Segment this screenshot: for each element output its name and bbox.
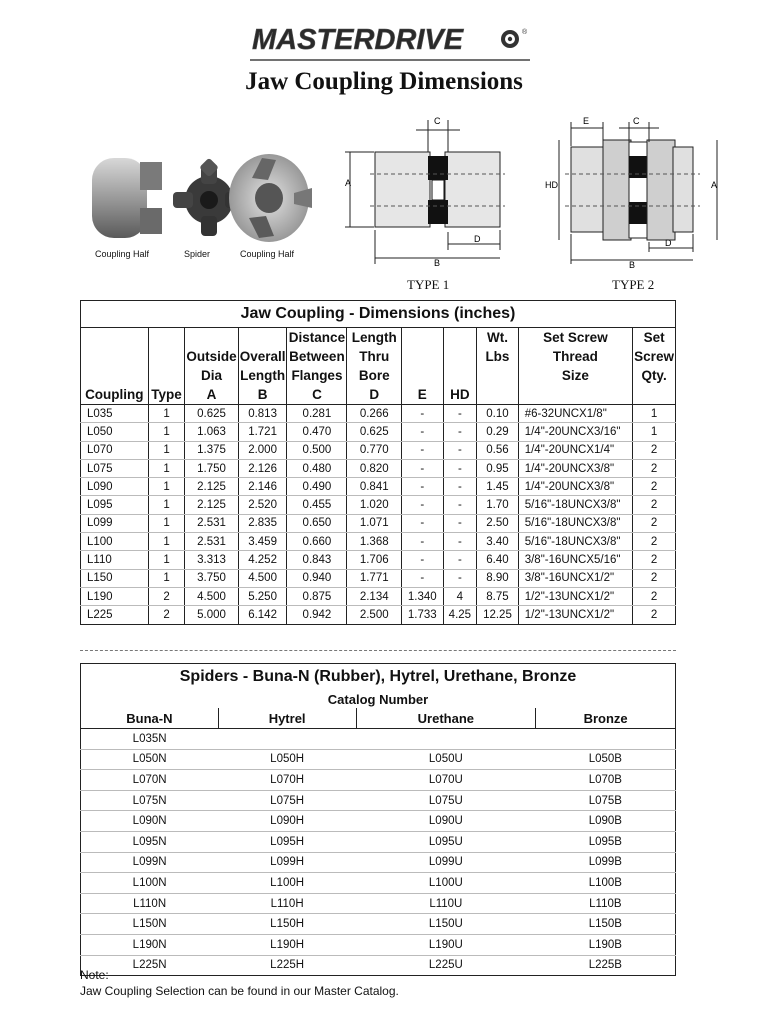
table-cell: 0.56 xyxy=(477,441,519,459)
table-cell: 0.650 xyxy=(287,514,347,532)
table-cell: L110B xyxy=(536,893,676,914)
table-cell: 2.134 xyxy=(347,587,402,605)
header-line: Length xyxy=(240,368,286,383)
table-cell: L190N xyxy=(81,934,219,955)
table-cell: L225N xyxy=(81,955,219,976)
header-line: Thru xyxy=(359,349,390,364)
table-cell: 6.40 xyxy=(477,551,519,569)
table-cell: 1.733 xyxy=(402,606,444,624)
spiders-table xyxy=(80,663,676,976)
header-line xyxy=(82,366,147,385)
table-cell: L225B xyxy=(536,955,676,976)
header-line: Set Screw xyxy=(543,330,608,345)
header-line xyxy=(150,366,184,385)
type2-diagram xyxy=(545,112,731,272)
table-cell: - xyxy=(402,533,444,551)
col-urethane: Urethane xyxy=(356,708,536,729)
table-row xyxy=(81,606,676,624)
table-cell: L099U xyxy=(356,852,536,873)
table-cell: 3.313 xyxy=(185,551,238,569)
header-line: Set xyxy=(643,330,665,345)
table-cell: L070 xyxy=(81,441,149,459)
table-cell: 1/2"-13UNCX1/2" xyxy=(518,606,632,624)
table-cell: 1.70 xyxy=(477,496,519,514)
table-cell: 2.126 xyxy=(238,459,287,477)
dim-label-b: B xyxy=(434,258,441,268)
dimensions-header-cell xyxy=(81,328,149,405)
dimensions-header-row xyxy=(81,328,676,405)
table-cell: 1.45 xyxy=(477,478,519,496)
table-cell: 0.490 xyxy=(287,478,347,496)
note-text: Jaw Coupling Selection can be found in our Master Catalog. xyxy=(80,984,399,998)
table-cell: 4 xyxy=(443,587,477,605)
type1-label: TYPE 1 xyxy=(407,277,450,292)
header-line: Thread xyxy=(552,349,598,364)
table-cell: 1 xyxy=(148,405,185,423)
table-cell: L075H xyxy=(218,790,356,811)
table-cell: L090 xyxy=(81,478,149,496)
table-cell: 2 xyxy=(633,569,676,587)
table-cell: L050 xyxy=(81,423,149,441)
dim-label-hd: HD xyxy=(545,180,558,190)
table-cell: - xyxy=(402,514,444,532)
dimensions-header-cell xyxy=(443,328,477,405)
table-cell: 5/16"-18UNCX3/8" xyxy=(518,496,632,514)
table-cell: L190B xyxy=(536,934,676,955)
header-line: A xyxy=(206,387,217,402)
table-row xyxy=(81,514,676,532)
brand-logo xyxy=(250,24,540,64)
header-line: B xyxy=(257,387,268,402)
table-cell: 2 xyxy=(633,533,676,551)
dim-label-c: C xyxy=(434,116,441,126)
table-cell: 2.146 xyxy=(238,478,287,496)
dimensions-header-cell xyxy=(477,328,519,405)
header-line xyxy=(520,385,631,404)
header-line xyxy=(478,366,517,385)
table-cell: L099N xyxy=(81,852,219,873)
table-row xyxy=(81,533,676,551)
spiders-table-title: Spiders - Buna-N (Rubber), Hytrel, Urethane, Bronze xyxy=(81,664,676,691)
header-line xyxy=(445,347,476,366)
table-cell: 1/4"-20UNCX1/4" xyxy=(518,441,632,459)
table-cell: L099B xyxy=(536,852,676,873)
table-cell: 1.368 xyxy=(347,533,402,551)
header-line xyxy=(403,328,442,347)
table-row xyxy=(81,423,676,441)
table-cell: 0.95 xyxy=(477,459,519,477)
table-cell: 2.125 xyxy=(185,478,238,496)
table-cell: L190 xyxy=(81,587,149,605)
table-cell: 12.25 xyxy=(477,606,519,624)
table-row xyxy=(81,790,676,811)
table-cell: - xyxy=(443,441,477,459)
table-row xyxy=(81,811,676,832)
table-cell: L075 xyxy=(81,459,149,477)
table-cell: 1.340 xyxy=(402,587,444,605)
table-cell: 0.281 xyxy=(287,405,347,423)
table-row xyxy=(81,914,676,935)
col-hytrel: Hytrel xyxy=(218,708,356,729)
table-cell: 1 xyxy=(148,496,185,514)
table-row xyxy=(81,478,676,496)
table-cell: L075U xyxy=(356,790,536,811)
table-cell: 3/8"-16UNCX5/16" xyxy=(518,551,632,569)
header-line xyxy=(150,347,184,366)
table-cell: - xyxy=(443,405,477,423)
table-row xyxy=(81,405,676,423)
table-cell: 0.813 xyxy=(238,405,287,423)
table-cell: 2.531 xyxy=(185,514,238,532)
table-cell: L095N xyxy=(81,831,219,852)
table-cell: 4.25 xyxy=(443,606,477,624)
table-cell: L090B xyxy=(536,811,676,832)
table-cell: 1/4"-20UNCX3/16" xyxy=(518,423,632,441)
table-row xyxy=(81,441,676,459)
header-line: Flanges xyxy=(291,368,343,383)
type1-diagram xyxy=(340,112,536,272)
dim-label-d: D xyxy=(474,234,481,244)
header-line xyxy=(240,328,286,347)
header-line: Screw xyxy=(634,349,674,364)
table-cell: 2.50 xyxy=(477,514,519,532)
table-cell: L095H xyxy=(218,831,356,852)
table-cell: 1 xyxy=(148,569,185,587)
table-cell: L070U xyxy=(356,770,536,791)
header-line xyxy=(403,366,442,385)
table-cell: 1.020 xyxy=(347,496,402,514)
table-cell: 1 xyxy=(148,459,185,477)
table-cell: L110U xyxy=(356,893,536,914)
table-cell: 1.721 xyxy=(238,423,287,441)
table-cell: - xyxy=(402,423,444,441)
table-cell: 0.841 xyxy=(347,478,402,496)
table-cell: L070N xyxy=(81,770,219,791)
table-cell: 8.75 xyxy=(477,587,519,605)
table-cell: L150 xyxy=(81,569,149,587)
table-cell: 2 xyxy=(633,551,676,569)
header-line: C xyxy=(312,387,322,402)
table-cell: L110H xyxy=(218,893,356,914)
table-cell: 0.10 xyxy=(477,405,519,423)
table-cell: L100N xyxy=(81,873,219,894)
table-cell: 4.252 xyxy=(238,551,287,569)
header-line: E xyxy=(417,387,427,402)
table-cell: 1 xyxy=(148,478,185,496)
table-cell: 2.000 xyxy=(238,441,287,459)
table-cell: 6.142 xyxy=(238,606,287,624)
table-cell: 1 xyxy=(148,514,185,532)
table-cell: 1 xyxy=(633,405,676,423)
header-line: Distance xyxy=(288,330,346,345)
table-cell: 0.843 xyxy=(287,551,347,569)
table-cell: 5/16"-18UNCX3/8" xyxy=(518,533,632,551)
table-cell: 1/2"-13UNCX1/2" xyxy=(518,587,632,605)
svg-text:®: ® xyxy=(522,29,528,36)
table-cell: 0.29 xyxy=(477,423,519,441)
header-line xyxy=(186,328,236,347)
table-cell: 0.266 xyxy=(347,405,402,423)
table-row xyxy=(81,729,676,750)
table-cell: 3/8"-16UNCX1/2" xyxy=(518,569,632,587)
table-cell: L095 xyxy=(81,496,149,514)
table-cell: L150H xyxy=(218,914,356,935)
header-line: Size xyxy=(561,368,589,383)
dimensions-table-title: Jaw Coupling - Dimensions (inches) xyxy=(81,301,676,328)
table-cell: L075N xyxy=(81,790,219,811)
table-cell: L225H xyxy=(218,955,356,976)
note-label: Note: xyxy=(80,968,109,982)
table-row xyxy=(81,551,676,569)
table-row xyxy=(81,873,676,894)
table-cell: - xyxy=(443,569,477,587)
table-row xyxy=(81,749,676,770)
table-cell: 5.250 xyxy=(238,587,287,605)
header-line xyxy=(150,328,184,347)
table-cell: L150U xyxy=(356,914,536,935)
table-cell: 2 xyxy=(633,514,676,532)
table-cell: 0.455 xyxy=(287,496,347,514)
table-cell: - xyxy=(443,496,477,514)
table-row xyxy=(81,852,676,873)
table-cell: 4.500 xyxy=(238,569,287,587)
table-cell: 3.40 xyxy=(477,533,519,551)
page-title: Jaw Coupling Dimensions xyxy=(245,68,523,95)
table-cell: - xyxy=(402,496,444,514)
table-cell: 2 xyxy=(633,459,676,477)
caption-coupling-half-left: Coupling Half xyxy=(95,249,150,259)
table-cell: - xyxy=(402,551,444,569)
table-cell: L090U xyxy=(356,811,536,832)
table-cell: - xyxy=(402,441,444,459)
table-cell: 1/4"-20UNCX3/8" xyxy=(518,459,632,477)
table-cell: L075B xyxy=(536,790,676,811)
header-line: Type xyxy=(151,387,182,402)
dimensions-header-cell xyxy=(518,328,632,405)
table-cell: - xyxy=(443,423,477,441)
dimensions-header-cell xyxy=(185,328,238,405)
table-cell: 2 xyxy=(148,587,185,605)
table-cell: 5/16"-18UNCX3/8" xyxy=(518,514,632,532)
table-cell: 3.750 xyxy=(185,569,238,587)
dim-label-a2: A xyxy=(711,180,718,190)
note xyxy=(80,967,399,999)
table-row xyxy=(81,459,676,477)
header-line: Wt. xyxy=(486,330,508,345)
header-line: Coupling xyxy=(85,387,144,402)
table-cell: - xyxy=(402,405,444,423)
table-row xyxy=(81,496,676,514)
caption-spider: Spider xyxy=(184,249,211,259)
dimensions-table xyxy=(80,300,676,625)
table-cell: 0.875 xyxy=(287,587,347,605)
table-cell: - xyxy=(402,569,444,587)
coupling-photo xyxy=(84,138,324,258)
table-cell: 0.942 xyxy=(287,606,347,624)
table-cell: L050B xyxy=(536,749,676,770)
header-line: HD xyxy=(450,387,470,402)
dimensions-header-cell xyxy=(633,328,676,405)
table-cell: 0.770 xyxy=(347,441,402,459)
table-cell: L095U xyxy=(356,831,536,852)
table-cell: L035 xyxy=(81,405,149,423)
table-cell: L190U xyxy=(356,934,536,955)
table-cell: 2.531 xyxy=(185,533,238,551)
table-cell: - xyxy=(402,459,444,477)
table-cell: 3.459 xyxy=(238,533,287,551)
table-row xyxy=(81,831,676,852)
table-cell: L100B xyxy=(536,873,676,894)
table-cell: 1 xyxy=(148,441,185,459)
table-cell: L100 xyxy=(81,533,149,551)
header-line xyxy=(403,347,442,366)
table-cell: - xyxy=(443,533,477,551)
header-line xyxy=(445,328,476,347)
dimensions-table-body xyxy=(81,405,676,625)
table-cell: L099H xyxy=(218,852,356,873)
dim-label-e: E xyxy=(583,116,590,126)
type2-label: TYPE 2 xyxy=(612,277,655,292)
table-cell: 0.500 xyxy=(287,441,347,459)
dim-label-c2: C xyxy=(633,116,640,126)
table-cell: L110 xyxy=(81,551,149,569)
dimensions-header-cell xyxy=(402,328,444,405)
table-cell: 2 xyxy=(148,606,185,624)
table-cell: 2.835 xyxy=(238,514,287,532)
table-cell: 2 xyxy=(633,478,676,496)
header-line xyxy=(634,385,674,404)
table-cell: - xyxy=(402,478,444,496)
logo-graphic xyxy=(250,24,540,64)
table-row xyxy=(81,569,676,587)
table-cell: 1 xyxy=(148,423,185,441)
section-divider xyxy=(80,650,676,651)
logo-text: MASTERDRIVE xyxy=(252,24,464,56)
table-cell: 1.750 xyxy=(185,459,238,477)
table-cell: L095B xyxy=(536,831,676,852)
table-cell: 1.063 xyxy=(185,423,238,441)
dimensions-header-cell xyxy=(347,328,402,405)
table-cell: L225U xyxy=(356,955,536,976)
table-cell: 2.125 xyxy=(185,496,238,514)
table-cell: - xyxy=(443,514,477,532)
header-line: Length xyxy=(351,330,397,345)
dimensions-header-cell xyxy=(238,328,287,405)
table-cell: 2 xyxy=(633,496,676,514)
table-cell: 1.071 xyxy=(347,514,402,532)
header-line: Dia xyxy=(201,368,223,383)
dim-label-d2: D xyxy=(665,238,672,248)
table-cell: - xyxy=(443,478,477,496)
header-line: Between xyxy=(289,349,345,364)
dim-label-b2: B xyxy=(629,260,636,270)
table-cell: 1/4"-20UNCX3/8" xyxy=(518,478,632,496)
table-cell: L090H xyxy=(218,811,356,832)
table-cell: 1.706 xyxy=(347,551,402,569)
header-line xyxy=(82,328,147,347)
table-cell: L150B xyxy=(536,914,676,935)
header-line: Qty. xyxy=(641,368,667,383)
col-buna-n: Buna-N xyxy=(81,708,219,729)
table-cell xyxy=(218,729,356,750)
table-cell: L100U xyxy=(356,873,536,894)
table-cell: - xyxy=(443,551,477,569)
table-cell: L110N xyxy=(81,893,219,914)
table-cell: 2 xyxy=(633,606,676,624)
table-cell: 0.480 xyxy=(287,459,347,477)
header-line: Bore xyxy=(358,368,390,383)
table-cell: L100H xyxy=(218,873,356,894)
table-cell: L190H xyxy=(218,934,356,955)
table-cell: L150N xyxy=(81,914,219,935)
table-cell: 1 xyxy=(148,533,185,551)
table-row xyxy=(81,770,676,791)
table-cell: - xyxy=(443,459,477,477)
table-cell: L050H xyxy=(218,749,356,770)
header-line: Overall xyxy=(239,349,286,364)
table-cell: 1.375 xyxy=(185,441,238,459)
table-cell: 0.940 xyxy=(287,569,347,587)
header-line: Outside xyxy=(186,349,237,364)
catalog-number-subtitle: Catalog Number xyxy=(81,690,676,708)
table-cell: 0.625 xyxy=(347,423,402,441)
header-line xyxy=(445,366,476,385)
table-cell: L035N xyxy=(81,729,219,750)
table-cell xyxy=(356,729,536,750)
table-row xyxy=(81,893,676,914)
dimensions-header-cell xyxy=(148,328,185,405)
table-cell: 8.90 xyxy=(477,569,519,587)
header-line: D xyxy=(369,387,380,402)
table-cell: 5.000 xyxy=(185,606,238,624)
table-cell: 0.660 xyxy=(287,533,347,551)
gear-logo-icon xyxy=(501,30,519,48)
table-cell: 1 xyxy=(633,423,676,441)
table-cell: 1 xyxy=(148,551,185,569)
table-cell: L070B xyxy=(536,770,676,791)
table-cell: L099 xyxy=(81,514,149,532)
table-row xyxy=(81,587,676,605)
table-cell: 2 xyxy=(633,587,676,605)
header-line xyxy=(478,385,517,404)
table-cell: 2.500 xyxy=(347,606,402,624)
table-row xyxy=(81,934,676,955)
table-cell: 2.520 xyxy=(238,496,287,514)
table-cell: L050N xyxy=(81,749,219,770)
col-bronze: Bronze xyxy=(536,708,676,729)
table-cell: 0.470 xyxy=(287,423,347,441)
table-cell: L070H xyxy=(218,770,356,791)
table-cell: L050U xyxy=(356,749,536,770)
dim-label-a: A xyxy=(345,178,352,188)
table-cell: 2 xyxy=(633,441,676,459)
header-line xyxy=(82,347,147,366)
table-cell xyxy=(536,729,676,750)
table-cell: #6-32UNCX1/8" xyxy=(518,405,632,423)
table-cell: L090N xyxy=(81,811,219,832)
header-line: Lbs xyxy=(485,349,510,364)
spiders-table-body xyxy=(81,729,676,976)
dimensions-header-cell xyxy=(287,328,347,405)
table-cell: 1.771 xyxy=(347,569,402,587)
table-cell: 4.500 xyxy=(185,587,238,605)
table-cell: 0.625 xyxy=(185,405,238,423)
caption-coupling-half-right: Coupling Half xyxy=(240,249,295,259)
table-cell: 0.820 xyxy=(347,459,402,477)
table-cell: L225 xyxy=(81,606,149,624)
